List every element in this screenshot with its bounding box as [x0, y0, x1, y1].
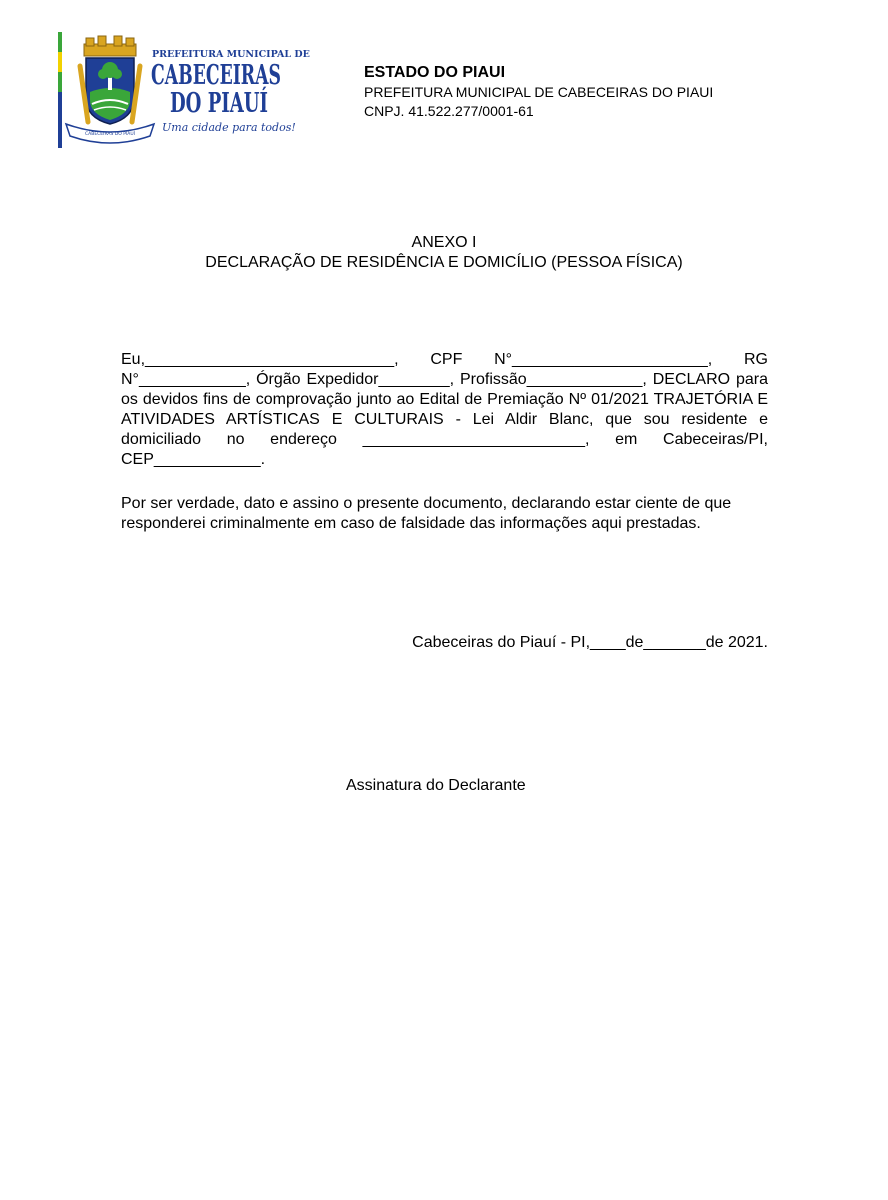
annex-title: ANEXO I — [411, 234, 477, 251]
svg-text:DO PIAUÍ: DO PIAUÍ — [170, 88, 317, 119]
signature-label: Assinatura do Declarante — [346, 777, 526, 794]
svg-text:PREFEITURA MUNICIPAL DE: PREFEITURA MUNICIPAL DE — [152, 49, 310, 60]
truth-statement-paragraph: Por ser verdade, dato e assino o presente documento, declarando estar ciente de que responderei criminalmente em caso de falsidade das informações aqui prestadas. — [121, 495, 732, 532]
svg-text:CABECEIRAS: CABECEIRAS — [151, 60, 281, 91]
municipality-name: PREFEITURA MUNICIPAL DE CABECEIRAS DO PIAUI — [364, 84, 714, 100]
municipal-logo — [58, 32, 317, 148]
date-line: Cabeceiras do Piauí - PI,____de_______de 2021. — [412, 634, 768, 651]
declaration-paragraph: Eu,____________________________, CPF N°______________________, RG N°____________, Órgão Expedidor________, Profissão_____________, DECLARO para os devidos fins de comprovação junto ao Edital de Premiação Nº 01/2021 TRAJETÓRIA E ATIVIDADES ARTÍSTICAS E CULTURAIS - Lei Aldir Blanc, que sou residente e domiciliado no endereço _________________________, em Cabeceiras/PI, CEP____________. — [121, 351, 768, 468]
cnpj-number: CNPJ. 41.522.277/0001-61 — [364, 103, 534, 119]
document-title — [0, 233, 888, 273]
svg-text:Uma cidade para todos!: Uma cidade para todos! — [162, 121, 296, 134]
state-name: ESTADO DO PIAUI — [364, 64, 506, 81]
document-header — [364, 63, 804, 121]
declaration-title: DECLARAÇÃO DE RESIDÊNCIA E DOMICÍLIO (PESSOA FÍSICA) — [205, 254, 683, 271]
svg-text:CABECEIRAS DO PIAUÍ: CABECEIRAS DO PIAUÍ — [85, 132, 135, 137]
coat-of-arms-icon — [58, 32, 317, 148]
